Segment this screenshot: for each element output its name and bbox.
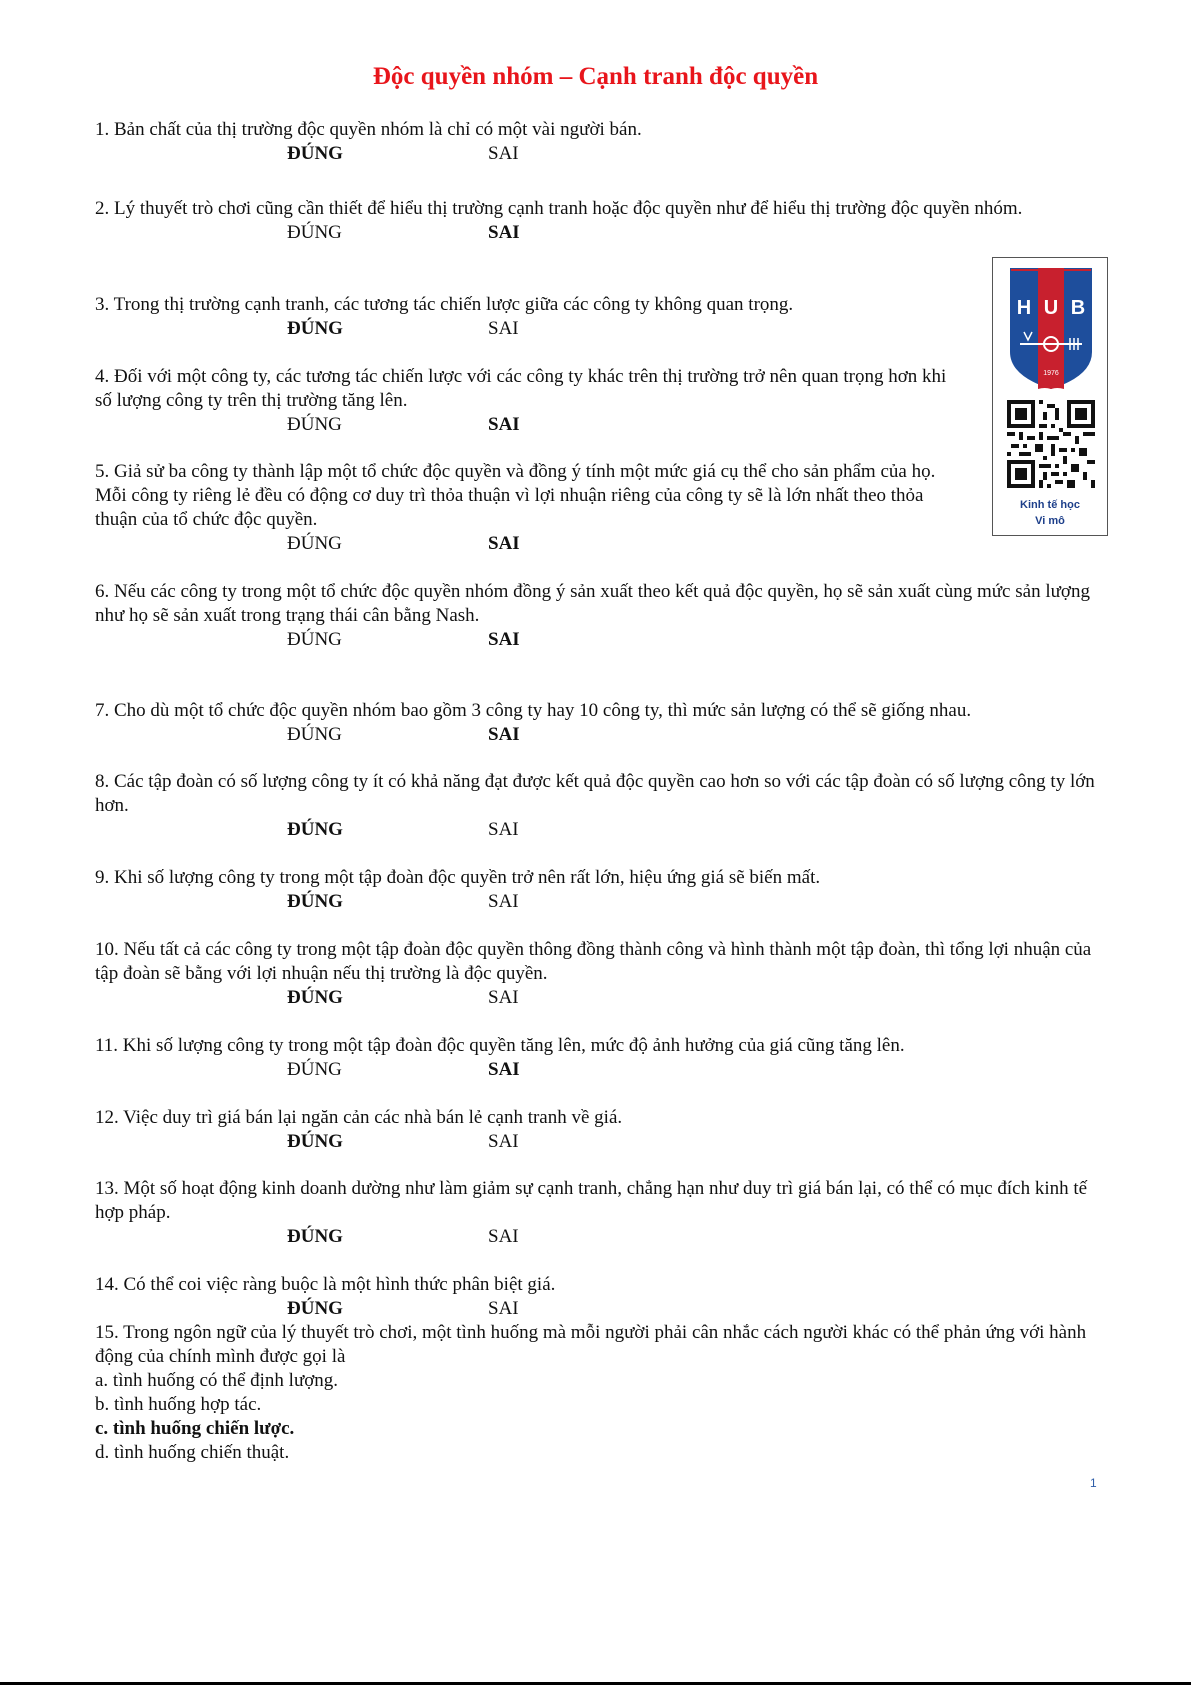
option-b: b. tình huống hợp tác. (95, 1394, 262, 1415)
hub-shield-logo (1010, 268, 1092, 390)
true-option: ĐÚNG (287, 414, 342, 435)
false-option: SAI (488, 1298, 519, 1319)
true-option: ĐÚNG (287, 143, 343, 164)
false-option: SAI (488, 143, 519, 164)
answer-row (95, 221, 1105, 245)
answer-row (95, 1297, 1105, 1321)
question-text: 12. Việc duy trì giá bán lại ngăn cản các nhà bán lẻ cạnh tranh về giá. (95, 1107, 623, 1128)
logo-year: 1976 (1043, 370, 1059, 377)
question-1 (95, 118, 1105, 166)
logo-letter-u: U (1043, 297, 1059, 319)
options-list (95, 1369, 1105, 1465)
answer-row (95, 723, 1105, 747)
question-text: 5. Giả sử ba công ty thành lập một tổ chức độc quyền và đồng ý tính một mức giá cụ thể cho sản phẩm của họ. Mỗi công ty riêng lẻ đều có động cơ duy trì thỏa thuận vì lợi nhuận riêng của công ty sẽ là lớn nhất theo thỏa thuận của tổ chức độc quyền. (95, 461, 936, 530)
option-d: d. tình huống chiến thuật. (95, 1442, 290, 1463)
option-a: a. tình huống có thể định lượng. (95, 1370, 339, 1391)
question-text: 8. Các tập đoàn có số lượng công ty ít có khả năng đạt được kết quả độc quyền cao hơn so với các tập đoàn có số lượng công ty lớn hơn. (95, 771, 1095, 816)
question-15 (95, 1321, 1105, 1465)
true-option: ĐÚNG (287, 1131, 343, 1152)
answer-row (95, 1225, 1105, 1249)
false-option: SAI (488, 222, 520, 243)
true-option: ĐÚNG (287, 1226, 343, 1247)
answer-row (95, 628, 1105, 652)
answer-row (95, 142, 1105, 166)
question-8 (95, 770, 1105, 842)
true-option: ĐÚNG (287, 629, 342, 650)
question-5 (95, 460, 965, 556)
question-text: 11. Khi số lượng công ty trong một tập đoàn độc quyền tăng lên, mức độ ảnh hưởng của giá cũng tăng lên. (95, 1035, 905, 1056)
logo-letter-h: H (1016, 297, 1032, 319)
true-option: ĐÚNG (287, 222, 342, 243)
false-option: SAI (488, 819, 519, 840)
question-3 (95, 293, 965, 341)
question-text: 9. Khi số lượng công ty trong một tập đoàn độc quyền trở nên rất lớn, hiệu ứng giá sẽ biến mất. (95, 867, 821, 888)
false-option: SAI (488, 987, 519, 1008)
true-option: ĐÚNG (287, 318, 343, 339)
page-title: Độc quyền nhóm – Cạnh tranh độc quyền (372, 63, 819, 90)
question-text: 13. Một số hoạt động kinh doanh dường như làm giảm sự cạnh tranh, chẳng hạn như duy trì giá bán lại, có thể có mục đích kinh tế hợp pháp. (95, 1178, 1088, 1223)
question-6 (95, 580, 1105, 652)
question-2 (95, 197, 1105, 245)
question-text: 4. Đối với một công ty, các tương tác chiến lược với các công ty khác trên thị trường trở nên quan trọng hơn khi số lượng công ty trên thị trường tăng lên. (95, 366, 947, 411)
true-option: ĐÚNG (287, 533, 342, 554)
question-text: 3. Trong thị trường cạnh tranh, các tương tác chiến lược giữa các công ty không quan trọng. (95, 294, 794, 315)
true-option: ĐÚNG (287, 987, 343, 1008)
question-text: 1. Bản chất của thị trường độc quyền nhóm là chỉ có một vài người bán. (95, 119, 642, 140)
true-option: ĐÚNG (287, 1059, 342, 1080)
false-option: SAI (488, 629, 520, 650)
true-option: ĐÚNG (287, 1298, 343, 1319)
question-12 (95, 1106, 1105, 1154)
qr-code (1007, 400, 1095, 488)
option-c: c. tình huống chiến lược. (95, 1418, 295, 1439)
true-option: ĐÚNG (287, 819, 343, 840)
false-option: SAI (488, 724, 520, 745)
false-option: SAI (488, 533, 520, 554)
false-option: SAI (488, 1226, 519, 1247)
answer-row (95, 890, 1105, 914)
answer-row (95, 532, 965, 556)
question-text: 14. Có thể coi việc ràng buộc là một hình thức phân biệt giá. (95, 1274, 556, 1295)
answer-row (95, 818, 1105, 842)
question-11 (95, 1034, 1105, 1082)
false-option: SAI (488, 318, 519, 339)
answer-row (95, 1130, 1105, 1154)
logo-letter-b: B (1070, 297, 1086, 319)
page-number: 1 (1090, 1476, 1097, 1490)
question-9 (95, 866, 1105, 914)
answer-row (95, 413, 965, 437)
false-option: SAI (488, 1059, 520, 1080)
answer-row (95, 317, 965, 341)
answer-row (95, 986, 1105, 1010)
true-option: ĐÚNG (287, 724, 342, 745)
question-14 (95, 1273, 1105, 1321)
answer-row (95, 1058, 1105, 1082)
question-13 (95, 1177, 1105, 1249)
hub-logo-badge (992, 257, 1108, 536)
question-7 (95, 699, 1105, 747)
question-text: 10. Nếu tất cả các công ty trong một tập đoàn độc quyền thông đồng thành công và hình thành một tập đoàn, thì tổng lợi nhuận của tập đoàn sẽ bằng với lợi nhuận nếu thị trường là độc quyền. (95, 939, 1092, 984)
question-4 (95, 365, 965, 437)
logo-caption-line1: Kinh tế học (1020, 499, 1080, 511)
logo-caption-line2: Vi mô (1035, 515, 1065, 527)
question-text: 2. Lý thuyết trò chơi cũng cần thiết để hiểu thị trường cạnh tranh hoặc độc quyền như để hiểu thị trường độc quyền nhóm. (95, 198, 1023, 219)
false-option: SAI (488, 891, 519, 912)
true-option: ĐÚNG (287, 891, 343, 912)
question-10 (95, 938, 1105, 1010)
false-option: SAI (488, 414, 520, 435)
question-text: 15. Trong ngôn ngữ của lý thuyết trò chơi, một tình huống mà mỗi người phải cân nhắc cách người khác có thể phản ứng với hành động của chính mình được gọi là (95, 1322, 1087, 1367)
false-option: SAI (488, 1131, 519, 1152)
question-text: 6. Nếu các công ty trong một tổ chức độc quyền nhóm đồng ý sản xuất theo kết quả độc quyền, họ sẽ sản xuất cùng mức sản lượng như họ sẽ sản xuất trong trạng thái cân bằng Nash. (95, 581, 1090, 626)
question-text: 7. Cho dù một tổ chức độc quyền nhóm bao gồm 3 công ty hay 10 công ty, thì mức sản lượng có thể sẽ giống nhau. (95, 700, 972, 721)
